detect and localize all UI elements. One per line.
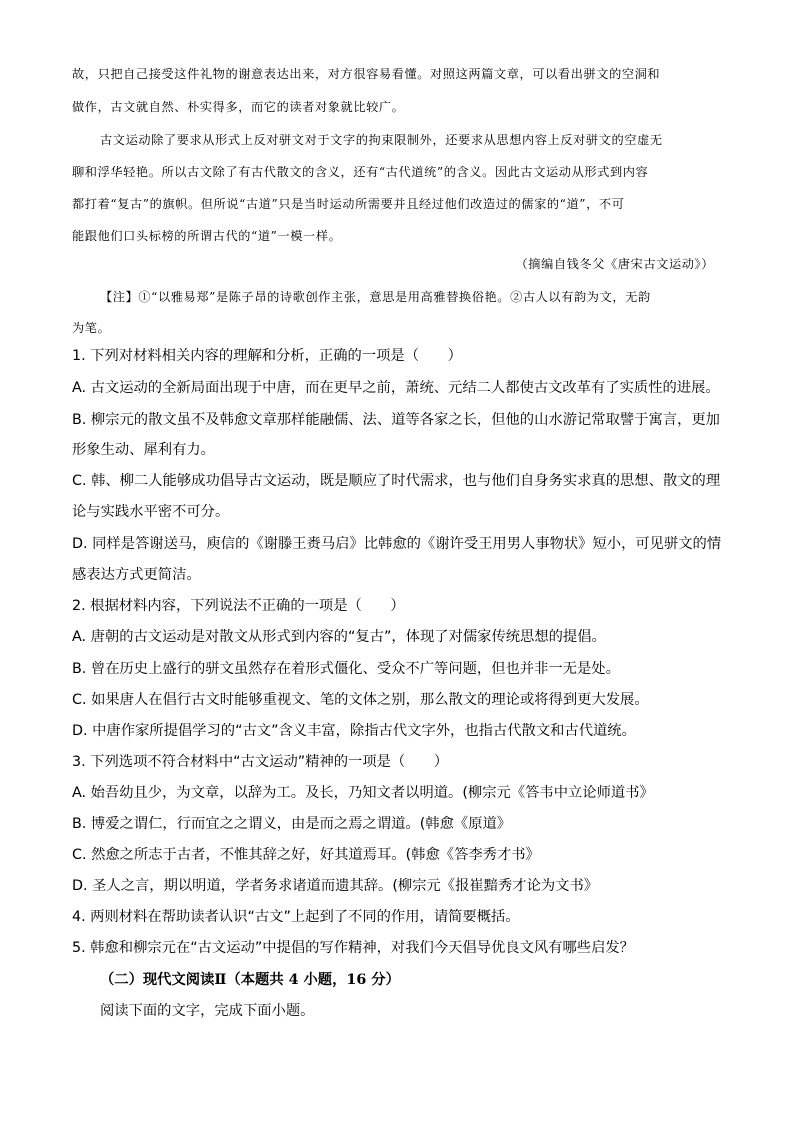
question-1-option-c: C. 韩、柳二人能够成功倡导古文运动，既是顺应了时代需求，也与他们自身务实求真的思想、散文的理 — [72, 473, 721, 489]
question-1-option-a: A. 古文运动的全新局面出现于中唐，而在更早之前，萧统、元结二人都使古文改革有了实质性的进展。 — [72, 380, 720, 396]
question-1-option-b: B. 柳宗元的散文虽不及韩愈文章那样能融儒、法、道等各家之长，但他的山水游记常取譬于寓言，更加 — [72, 412, 720, 428]
question-3-option-d: D. 圣人之言，期以明道，学者务求诸道而遗其辞。(柳宗元《报崔黯秀才论为文书》 — [72, 878, 599, 894]
question-1-option-d-cont: 感表达方式更简洁。 — [72, 567, 201, 583]
question-2-option-c: C. 如果唐人在倡行古文时能够重视文、笔的文体之别，那么散文的理论或将得到更大发展。 — [72, 692, 649, 708]
question-1-option-c-cont: 论与实践水平密不可分。 — [72, 504, 230, 520]
question-1: 1. 下列对材料相关内容的理解和分析，正确的一项是（ ） — [72, 348, 462, 364]
passage-line: 聊和浮华轻艳。所以古文除了有古代散文的含义，还有“古代道统”的含义。因此古文运动从形式到内容 — [72, 165, 649, 179]
question-2-option-b: B. 曾在历史上盛行的骈文虽然存在着形式僵化、受众不广等问题，但也并非一无是处。 — [72, 661, 620, 677]
note-line: 为笔。 — [72, 321, 111, 335]
question-4: 4. 两则材料在帮助读者认识“古文”上起到了不同的作用，请简要概括。 — [72, 909, 520, 925]
passage-line: 做作，古文就自然、朴实得多，而它的读者对象就比较广。 — [72, 100, 405, 114]
passage-line: 古文运动除了要求从形式上反对骈文对于文字的拘束限制外，还要求从思想内容上反对骈文的空虚无 — [100, 133, 663, 147]
question-1-option-d: D. 同样是答谢送马，庾信的《谢滕王赉马启》比韩愈的《谢许受王用男人事物状》短小，可见骈文的情 — [72, 536, 722, 552]
question-1-option-b-cont: 形象生动、犀利有力。 — [72, 442, 215, 458]
question-3-option-a: A. 始吾幼且少，为文章，以辞为工。及长，乃知文者以明道。(柳宗元《答韦中立论师道书》 — [72, 785, 654, 801]
passage-line: 能跟他们口头标榜的所谓古代的“道”一模一样。 — [72, 229, 342, 243]
question-3: 3. 下列选项不符合材料中“古文运动”精神的一项是（ ） — [72, 754, 449, 770]
question-2: 2. 根据材料内容，下列说法不正确的一项是（ ） — [72, 598, 405, 614]
section-intro: 阅读下面的文字，完成下面小题。 — [100, 1003, 315, 1019]
source-citation: （摘编自钱冬父《唐宋古文运动》） — [515, 257, 714, 271]
question-5: 5. 韩愈和柳宗元在“古文运动”中提倡的写作精神，对我们今天倡导优良文风有哪些启发？ — [72, 940, 634, 956]
question-2-option-a: A. 唐朝的古文运动是对散文从形式到内容的“复古”，体现了对儒家传统思想的提倡。 — [72, 629, 606, 645]
question-3-option-b: B. 博爱之谓仁，行而宜之之谓义，由是而之焉之谓道。(韩愈《原道》 — [72, 816, 512, 832]
passage-line: 故，只把自己接受这件礼物的谢意表达出来，对方很容易看懂。对照这两篇文章，可以看出骈文的空洞和 — [72, 67, 661, 81]
note-line: 【注】①“以雅易郑”是陈子昂的诗歌创作主张，意思是用高雅替换俗艳。②古人以有韵为文，无韵 — [100, 290, 651, 304]
passage-line: 都打着“复古”的旗帜。但所说“古道”只是当时运动所需要并且经过他们改造过的儒家的“道”，不可 — [72, 197, 625, 211]
question-2-option-d: D. 中唐作家所提倡学习的“古文”含义丰富，除指古代文字外，也指古代散文和古代道统。 — [72, 723, 636, 739]
question-3-option-c: C. 然愈之所志于古者，不惟其辞之好，好其道焉耳。(韩愈《答李秀才书》 — [72, 847, 540, 863]
section-heading: （二）现代文阅读Ⅱ（本题共 4 小题，16 分） — [100, 972, 400, 988]
